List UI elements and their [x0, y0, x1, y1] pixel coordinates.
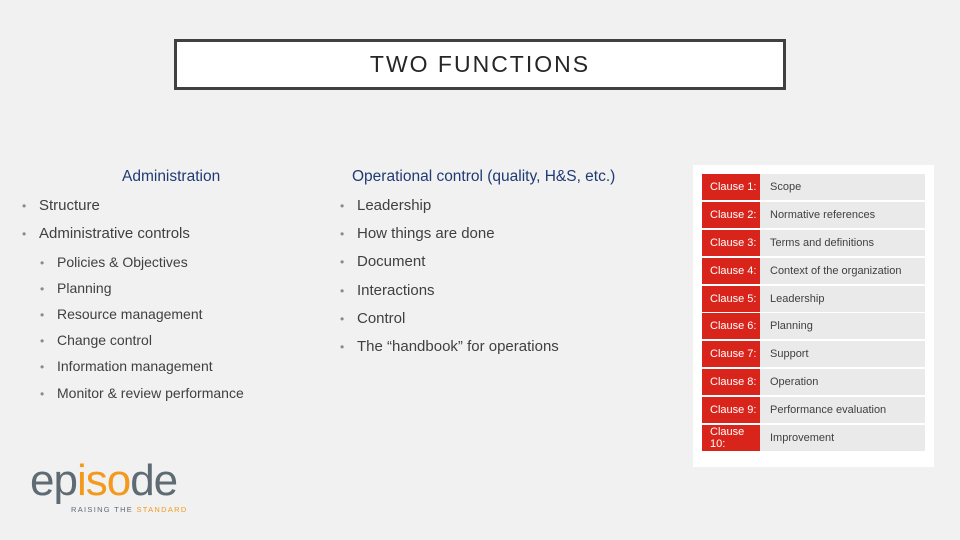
- clause-row: [702, 425, 925, 451]
- admin-subitem-planning: • Planning: [57, 280, 112, 296]
- admin-item-administrative-controls: • Administrative controls: [39, 225, 190, 242]
- clause-number: Clause 8:: [702, 369, 760, 395]
- admin-item-structure: • Structure: [39, 197, 100, 214]
- admin-subitem-information: • Information management: [57, 358, 213, 374]
- clause-number: Clause 10:: [702, 425, 760, 451]
- clause-name: Scope: [760, 174, 925, 200]
- op-item-how-things: • How things are done: [357, 225, 495, 242]
- clause-number: Clause 9:: [702, 397, 760, 423]
- episode-logo: [30, 456, 188, 514]
- clause-row: [702, 286, 925, 312]
- clause-row: [702, 258, 925, 284]
- logo-wordmark: [30, 456, 188, 505]
- admin-subitem-change: • Change control: [57, 332, 152, 348]
- clause-number: Clause 2:: [702, 202, 760, 228]
- clause-name: Planning: [760, 313, 925, 339]
- clause-name: Improvement: [760, 425, 925, 451]
- logo-tagline: [71, 505, 188, 514]
- clause-row: [702, 313, 925, 339]
- clause-name: Context of the organization: [760, 258, 925, 284]
- admin-subitem-policies: • Policies & Objectives: [57, 254, 188, 270]
- logo-part-ep: ep: [30, 456, 77, 505]
- clause-row: [702, 397, 925, 423]
- clause-number: Clause 5:: [702, 286, 760, 312]
- op-item-control: • Control: [357, 310, 405, 327]
- logo-tagline-part1: RAISING THE: [71, 505, 137, 514]
- clause-name: Terms and definitions: [760, 230, 925, 256]
- admin-subitem-monitor: • Monitor & review performance: [57, 385, 244, 401]
- logo-part-iso: iso: [76, 456, 131, 505]
- logo-tagline-part2: STANDARD: [136, 505, 188, 514]
- clause-row: [702, 341, 925, 367]
- op-item-handbook: • The “handbook” for operations: [357, 338, 559, 355]
- clause-number: Clause 7:: [702, 341, 760, 367]
- clause-name: Normative references: [760, 202, 925, 228]
- logo-part-de: de: [130, 456, 178, 505]
- clause-number: Clause 1:: [702, 174, 760, 200]
- clause-row: [702, 202, 925, 228]
- clause-row: [702, 369, 925, 395]
- clause-number: Clause 4:: [702, 258, 760, 284]
- clause-name: Leadership: [760, 286, 925, 312]
- op-item-interactions: • Interactions: [357, 282, 435, 299]
- title-box: [174, 39, 786, 90]
- administration-heading: Administration: [122, 168, 221, 185]
- op-item-document: • Document: [357, 253, 425, 270]
- page-title: TWO FUNCTIONS: [369, 51, 591, 77]
- admin-subitem-resource: • Resource management: [57, 306, 203, 322]
- operational-heading: Operational control (quality, H&S, etc.): [352, 168, 616, 185]
- clause-row: [702, 230, 925, 256]
- clause-number: Clause 3:: [702, 230, 760, 256]
- clause-name: Support: [760, 341, 925, 367]
- clause-name: Performance evaluation: [760, 397, 925, 423]
- clause-number: Clause 6:: [702, 313, 760, 339]
- op-item-leadership: • Leadership: [357, 197, 431, 214]
- clause-table: [693, 165, 934, 467]
- clause-row: [702, 174, 925, 200]
- clause-name: Operation: [760, 369, 925, 395]
